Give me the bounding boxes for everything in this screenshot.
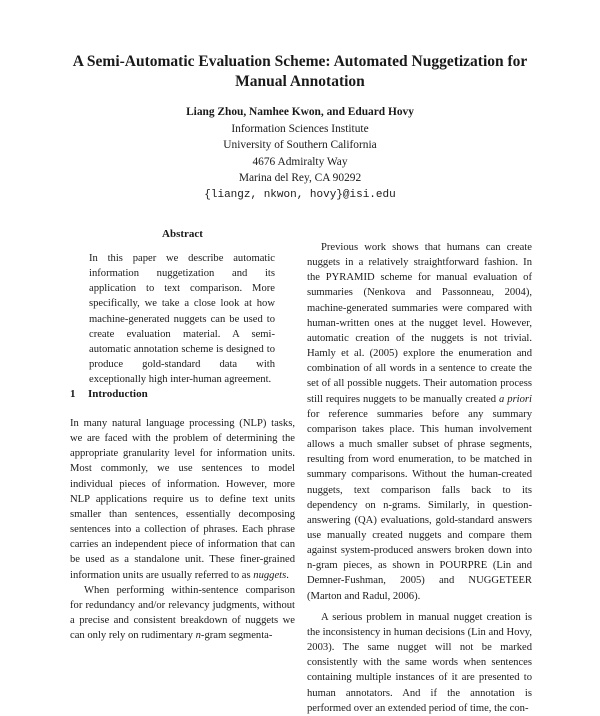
author-names: Liang Zhou, Namhee Kwon, and Eduard Hovy <box>186 106 414 118</box>
paragraph-text: Previous work shows that humans can create nuggets in a relatively straightforward fashion. In the PYRAMID scheme for manual evaluation of summaries (Nenkova and Passonneau, 2004), machine-generated summaries were compared with human-written ones at the nugget level. However, automatic creation of the nuggets is not trivial. Hamly et al. (2005) explore the enumeration and combination of all words in a sentence to create the set of all possible nuggets. Their automation process still requires nuggets to be manually created <box>307 242 532 405</box>
author-block <box>100 104 500 204</box>
paragraph-text: for reference summaries before any summary comparison takes place. This human involvement allows a much smaller subset of phrase segments, resulting from word enumeration, to be matched in summary comparisons. Without the human-created nuggets, text comparison falls back to its dependency on n-grams. Similarly, in question-answering (QA) evaluations, gold-standard answers use manually created nuggets and compare them against system-produced answers broken down into n-gram pieces, as shown in POURPRE (Lin and Demner-Fushman, 2005) and NUGGETEER (Marton and Radul, 2006). <box>307 408 532 602</box>
emphasis-text: a priori <box>499 393 532 405</box>
emphasis-text: nuggets <box>253 569 287 581</box>
section-number: 1 <box>70 388 76 400</box>
paragraph-text: -gram segmenta- <box>200 630 273 642</box>
affiliation-line: Information Sciences Institute <box>231 122 369 135</box>
paragraph <box>70 416 295 583</box>
affiliation-line: University of Southern California <box>223 139 377 152</box>
section-heading <box>70 388 148 400</box>
section-title: Introduction <box>88 388 148 400</box>
emphasis-text: n <box>195 630 201 642</box>
paragraph-text: . <box>286 569 289 581</box>
paper-title: A Semi-Automatic Evaluation Scheme: Automated Nuggetization for Manual Annotation <box>72 53 528 90</box>
paragraph: A serious problem in manual nugget creation is the inconsistency in human decisions (Lin and Hovy, 2003). The same nugget will not be marked consistently with the same words when sentences containing multiple instances of it are presented to human annotators. And if the annotation is performed over an extended period of time, the con- <box>307 611 532 714</box>
introduction-body <box>70 416 295 643</box>
author-email: {liangz, nkwon, hovy}@isi.edu <box>204 188 396 201</box>
paragraph-text: In many natural language processing (NLP) tasks, we are faced with the problem of determining the appropriate granularity level for information units. Most commonly, we use sentences to model individual pieces of information. However, more NLP applications require us to define text units smaller than sentences, essentially decomposing sentences into a collection of phrases. Each phrase carries an independent piece of information that can be used as a standalone unit. These finer-grained information units are usually referred to as <box>70 418 295 581</box>
paragraph-text: When performing within-sentence comparison for redundancy and/or relevancy judgments, without a precise and consistent breakdown of nuggets we can only rely on rudimentary <box>70 584 295 642</box>
affiliation-line: 4676 Admiralty Way <box>252 155 348 168</box>
paragraph <box>307 240 532 604</box>
abstract-text: In this paper we describe automatic information nuggetization and its application to text comparison. More specifically, we take a close look at how machine-generated nuggets can be used to create evaluation material. A semi-automatic annotation scheme is designed to produce gold-standard data with exceptionally high inter-human agreement. <box>89 253 275 386</box>
paragraph <box>70 583 295 644</box>
abstract-heading: Abstract <box>162 228 203 240</box>
affiliation-line: Marina del Rey, CA 90292 <box>238 172 362 185</box>
right-column-body <box>307 240 532 716</box>
